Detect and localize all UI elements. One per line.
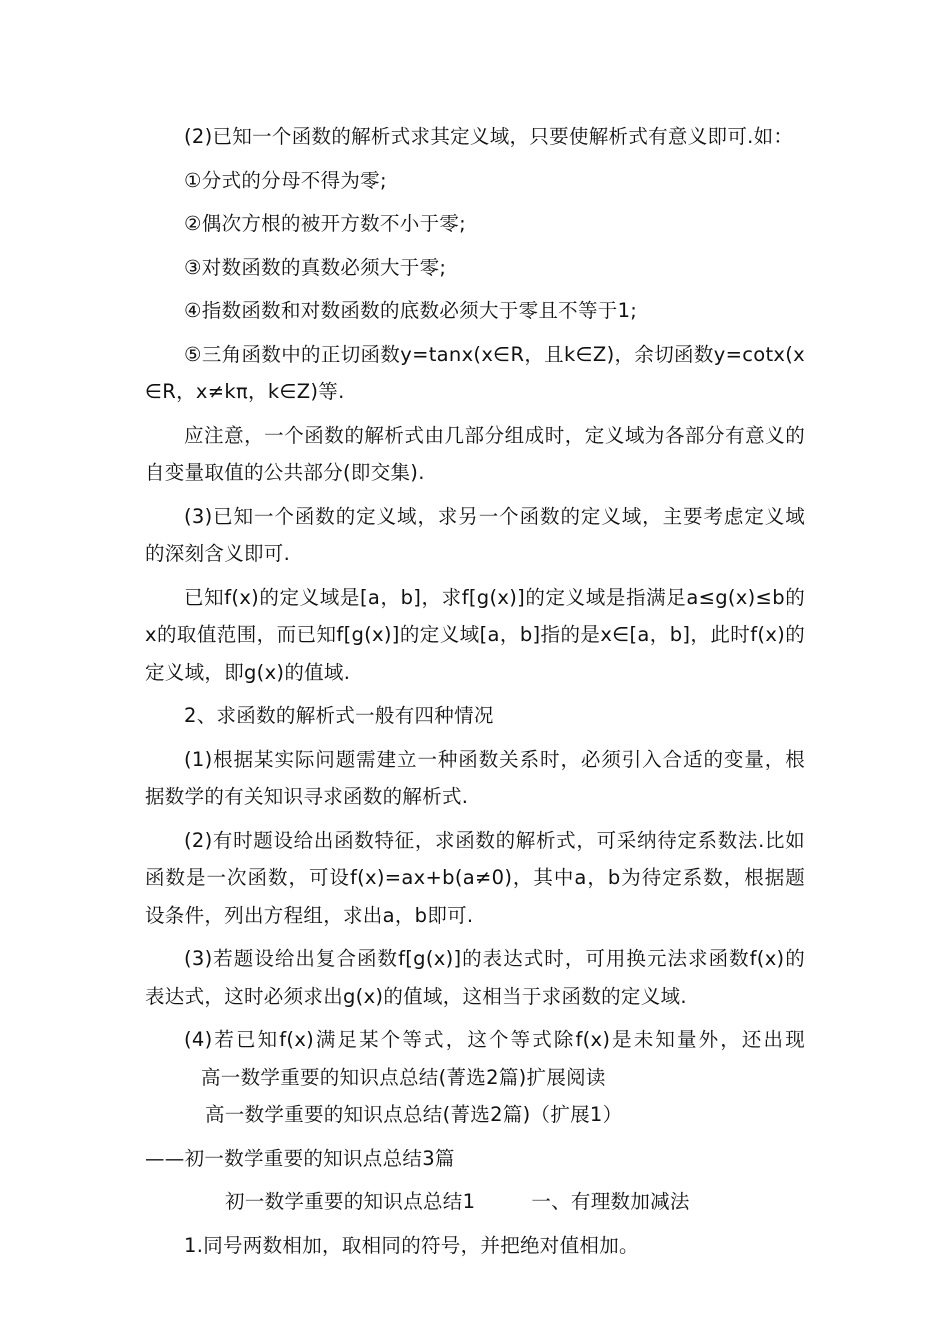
list-item-exp-log-base: ④指数函数和对数函数的底数必须大于零且不等于1; [184,299,638,322]
paragraph-domain-from-domain: (3)已知一个函数的定义域，求另一个函数的定义域，主要考虑定义域的深刻含义即可. [145,504,805,565]
paragraph-case-4-text: (4)若已知f(x)满足某个等式，这个等式除f(x)是未知量外，还出现 [184,1028,805,1051]
section-title: 初一数学重要的知识点总结1 [225,1190,476,1213]
rule-same-sign-addition: 1.同号两数相加，取相同的符号，并把绝对值相加。 [184,1233,639,1257]
paragraph-case-1: (1)根据某实际问题需建立一种函数关系时，必须引入合适的变量，根据数学的有关知识寻求函数的解析式. [145,747,805,808]
extended-reading-title: 高一数学重要的知识点总结(菁选2篇)扩展阅读 [201,1065,606,1089]
section-heading: 一、有理数加减法 [531,1190,690,1213]
paragraph-case-3: (3)若题设给出复合函数f[g(x)]的表达式时，可用换元法求函数f(x)的表达式，这时必须求出g(x)的值域，这相当于求函数的定义域. [145,947,805,1008]
section-title-line [145,1183,805,1221]
section-heading-analytic-expression: 2、求函数的解析式一般有四种情况 [184,704,494,727]
paragraph-composite-domain: 已知f(x)的定义域是[a，b]，求f[g(x)]的定义域是指满足a≤g(x)≤b的x的取值范围，而已知f[g(x)]的定义域[a，b]指的是x∈[a，b]，此时f(x)的定义域，即g(x)的值域. [145,585,805,684]
extended-subtitle-2: ——初一数学重要的知识点总结3篇 [145,1146,455,1170]
list-item-log-argument: ③对数函数的真数必须大于零; [184,255,447,279]
paragraph-case-2: (2)有时题设给出函数特征，求函数的解析式，可采纳待定系数法.比如函数是一次函数，可设f(x)=ax+b(a≠0)，其中a，b为待定系数，根据题设条件，列出方程组，求出a，b即可. [145,828,805,927]
extended-subtitle: 高一数学重要的知识点总结(菁选2篇)（扩展1） [205,1103,623,1126]
list-item-fraction-denominator: ①分式的分母不得为零; [184,168,387,192]
list-item-trig-functions: ⑤三角函数中的正切函数y=tanx(x∈R，且k∈Z)，余切函数y=cotx(x∈R，x≠kπ，k∈Z)等. [145,342,805,403]
paragraph-case-4 [145,1021,805,1096]
document-body [145,118,805,1270]
list-item-even-root: ②偶次方根的被开方数不小于零; [184,212,467,235]
paragraph-intersection-note: 应注意，一个函数的解析式由几部分组成时，定义域为各部分有意义的自变量取值的公共部分(即交集). [145,423,805,484]
paragraph-domain-from-expression: (2)已知一个函数的解析式求其定义域，只要使解析式有意义即可.如： [184,125,794,148]
